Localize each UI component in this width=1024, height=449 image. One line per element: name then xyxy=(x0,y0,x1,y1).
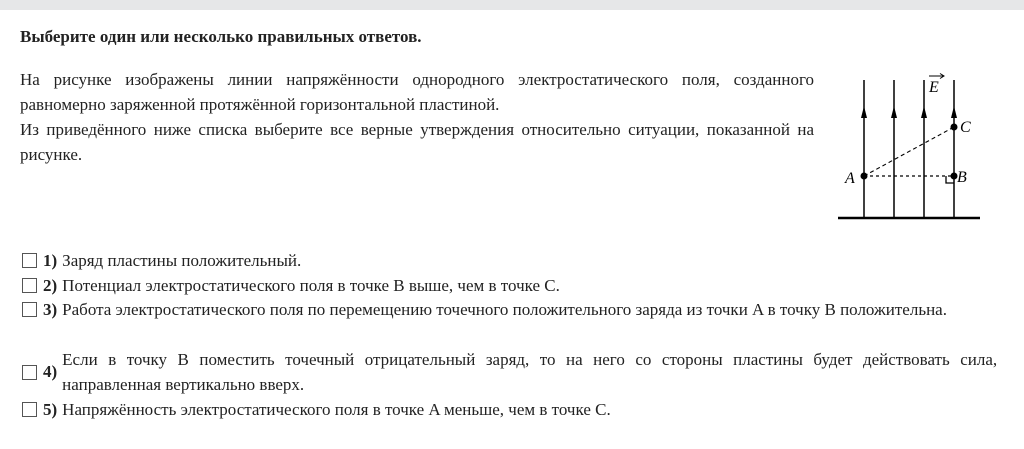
option-4-checkbox[interactable] xyxy=(22,365,37,380)
label-c: C xyxy=(960,119,971,136)
instruction-text: Выберите один или несколько правильных ответов. xyxy=(20,27,422,46)
question-text xyxy=(20,67,814,167)
option-number: 5) xyxy=(43,399,58,419)
field-figure xyxy=(830,66,990,226)
option-text: Работа электростатического поля по перемещению точечного положительного заряда из точки A в точку B положительна. xyxy=(62,300,947,319)
option-text: Заряд пластины положительный. xyxy=(62,251,302,270)
option-3-checkbox[interactable] xyxy=(22,302,37,317)
option-2[interactable] xyxy=(22,273,1000,298)
option-1-checkbox[interactable] xyxy=(22,253,37,268)
label-a: A xyxy=(845,170,855,187)
field-lines xyxy=(864,80,954,218)
option-text: Если в точку B поместить точечный отрицательный заряд, то на него со стороны пластины будет действовать сила, направленная вертикально вверх. xyxy=(62,350,998,394)
label-b: B xyxy=(957,169,967,186)
option-text: Потенциал электростатического поля в точке B выше, чем в точке C. xyxy=(62,276,560,295)
top-strip xyxy=(0,0,1024,10)
question-paragraph-1: На рисунке изображены линии напряжённости однородного электростатического поля, созданного равномерно заряженной протяжённой горизонтальной пластиной. xyxy=(20,70,814,114)
point-c xyxy=(951,124,958,131)
arrow-up-icon xyxy=(951,106,957,118)
field-arrows xyxy=(861,106,957,118)
option-3[interactable] xyxy=(22,297,1000,322)
option-number: 1) xyxy=(43,250,58,270)
option-1[interactable] xyxy=(22,248,1000,273)
dashed-a-to-c xyxy=(864,127,954,176)
option-number: 4) xyxy=(43,362,58,381)
arrow-up-icon xyxy=(921,106,927,118)
option-text: Напряжённость электростатического поля в точке A меньше, чем в точке C. xyxy=(62,400,611,419)
option-2-checkbox[interactable] xyxy=(22,278,37,293)
option-number: 3) xyxy=(43,299,58,319)
option-number: 2) xyxy=(43,275,58,295)
option-4[interactable] xyxy=(22,347,1000,397)
field-label: E xyxy=(929,79,939,96)
question-paragraph-2: Из приведённого ниже списка выберите все верные утверждения относительно ситуации, показанной на рисунке. xyxy=(20,120,814,164)
option-5[interactable] xyxy=(22,397,1000,422)
arrow-up-icon xyxy=(861,106,867,118)
arrow-up-icon xyxy=(891,106,897,118)
point-a xyxy=(861,173,868,180)
option-5-checkbox[interactable] xyxy=(22,402,37,417)
